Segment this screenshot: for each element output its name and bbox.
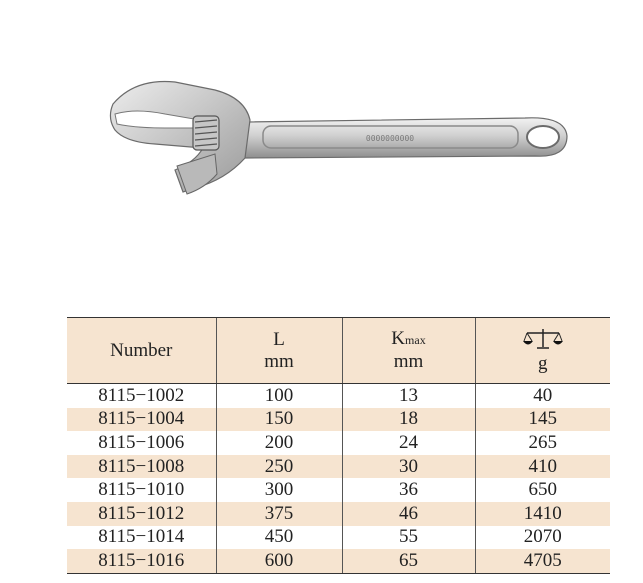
engraving-text: 0000000000 [365,134,415,143]
cell-weight: 2070 [475,526,610,550]
cell-kmax: 13 [342,384,475,408]
header-number-label: Number [110,339,173,361]
cell-weight: 265 [475,431,610,455]
cell-length: 375 [216,502,342,526]
cell-length: 200 [216,431,342,455]
header-length-symbol: L [273,328,285,350]
header-number [67,318,216,384]
cell-weight: 410 [475,455,610,479]
cell-kmax: 36 [342,478,475,502]
cell-length: 450 [216,526,342,550]
cell-weight: 145 [475,408,610,432]
header-kmax-label [343,328,475,351]
cell-length: 100 [216,384,342,408]
cell-weight: 40 [475,384,610,408]
cell-number: 8115−1010 [98,479,185,501]
cell-kmax: 30 [342,455,475,479]
header-kmax-symbol: K [391,328,406,349]
cell-kmax: 18 [342,408,475,432]
header-kmax-unit: mm [393,351,424,372]
specification-table [67,317,610,574]
table-row [67,431,610,455]
cell-length: 300 [216,478,342,502]
header-kmax [342,318,475,384]
cell-number: 8115−1006 [98,431,185,453]
header-kmax-subscript: max [405,333,426,347]
header-length-unit: mm [264,350,294,372]
cell-number: 8115−1012 [67,502,216,526]
cell-number: 8115−1014 [98,526,185,548]
table-row [67,455,610,479]
table-row [67,478,610,502]
cell-kmax: 65 [342,549,475,573]
cell-kmax: 24 [342,431,475,455]
balance-scale-icon [523,327,563,351]
table-row [67,502,610,526]
cell-number: 8115−1004 [67,408,216,432]
cell-number: 8115−1002 [98,384,185,406]
cell-weight: 4705 [475,549,610,573]
header-weight [475,318,610,384]
cell-weight: 1410 [475,502,610,526]
table-row [67,408,610,432]
header-weight-unit: g [538,352,548,374]
header-length [216,318,342,384]
table-row [67,384,610,408]
adjustable-wrench-image [95,70,575,200]
cell-length: 600 [216,549,342,573]
cell-length: 150 [216,408,342,432]
table-row [67,526,610,550]
cell-number: 8115−1008 [67,455,216,479]
cell-kmax: 46 [342,502,475,526]
cell-number: 8115−1016 [67,549,216,573]
cell-kmax: 55 [342,526,475,550]
cell-length: 250 [216,455,342,479]
table-header-row [67,318,610,384]
cell-weight: 650 [475,478,610,502]
table-row [67,549,610,573]
